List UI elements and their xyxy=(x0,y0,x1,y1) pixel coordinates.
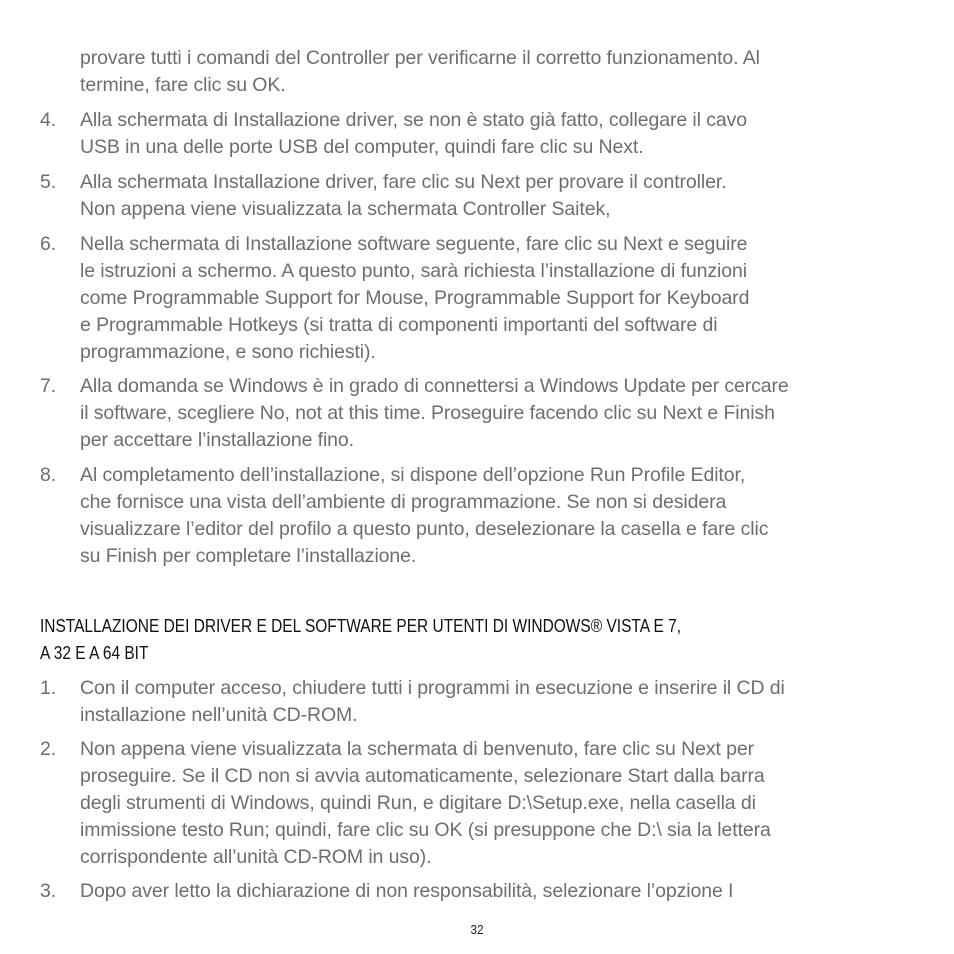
text-line: USB in una delle porte USB del computer, quindi fare clic su Next. xyxy=(80,136,644,158)
text-line: Al completamento dell’installazione, si dispone dell’opzione Run Profile Editor, xyxy=(80,464,746,486)
list-number: 6. xyxy=(40,233,57,255)
list-number: 1. xyxy=(40,677,57,699)
text-line: le istruzioni a schermo. A questo punto, sarà richiesta l’installazione di funzioni xyxy=(80,260,747,282)
list-item-text xyxy=(80,462,920,570)
page-number: 32 xyxy=(470,922,484,937)
heading-line: A 32 E A 64 BIT xyxy=(40,643,149,663)
text-line: provare tutti i comandi del Controller per verificarne il corretto funzionamento. Al xyxy=(80,47,760,69)
text-line: Nella schermata di Installazione software seguente, fare clic su Next e seguire xyxy=(80,233,748,255)
text-line: Alla domanda se Windows è in grado di connettersi a Windows Update per cercare xyxy=(80,375,789,397)
list-number: 3. xyxy=(40,880,57,902)
list-item-text xyxy=(80,231,920,366)
text-line: che fornisce una vista dell’ambiente di programmazione. Se non si desidera xyxy=(80,491,727,513)
list-item-text xyxy=(80,169,920,223)
list-item-text xyxy=(80,736,920,871)
list-item-text xyxy=(80,107,920,161)
text-line: proseguire. Se il CD non si avvia automaticamente, selezionare Start dalla barra xyxy=(80,765,765,787)
text-line: Con il computer acceso, chiudere tutti i programmi in esecuzione e inserire il CD di xyxy=(80,677,785,699)
text-line: il software, scegliere No, not at this time. Proseguire facendo clic su Next e Finish xyxy=(80,402,775,424)
text-line: degli strumenti di Windows, quindi Run, e digitare D:\Setup.exe, nella casella di xyxy=(80,792,756,814)
text-line: su Finish per completare l’installazione. xyxy=(80,545,417,567)
list-number: 7. xyxy=(40,375,57,397)
text-line: come Programmable Support for Mouse, Programmable Support for Keyboard xyxy=(80,287,750,309)
list-item-text xyxy=(80,878,920,905)
text-line: Non appena viene visualizzata la schermata di benvenuto, fare clic su Next per xyxy=(80,738,754,760)
list-number: 8. xyxy=(40,464,57,486)
continuation-paragraph xyxy=(80,45,920,99)
text-line: corrispondente all’unità CD-ROM in uso). xyxy=(80,846,432,868)
text-line: Alla schermata Installazione driver, fare clic su Next per provare il controller. xyxy=(80,171,727,193)
text-line: installazione nell’unità CD-ROM. xyxy=(80,704,358,726)
heading-line: INSTALLAZIONE DEI DRIVER E DEL SOFTWARE PER UTENTI DI WINDOWS® VISTA E 7, xyxy=(40,616,682,636)
text-line: visualizzare l’editor del profilo a questo punto, deselezionare la casella e fare clic xyxy=(80,518,769,540)
text-line: programmazione, e sono richiesti). xyxy=(80,341,376,363)
list-item-text xyxy=(80,373,920,454)
text-line: Non appena viene visualizzata la schermata Controller Saitek, xyxy=(80,198,611,220)
text-line: Dopo aver letto la dichiarazione di non responsabilità, selezionare l’opzione I xyxy=(80,880,734,902)
list-number: 5. xyxy=(40,171,57,193)
list-number: 2. xyxy=(40,738,57,760)
text-line: termine, fare clic su OK. xyxy=(80,74,286,96)
list-number: 4. xyxy=(40,109,57,131)
text-line: per accettare l’installazione fino. xyxy=(80,429,354,451)
text-line: e Programmable Hotkeys (si tratta di componenti importanti del software di xyxy=(80,314,718,336)
list-item-text xyxy=(80,675,920,729)
section-heading xyxy=(40,613,797,667)
text-line: immissione testo Run; quindi, fare clic su OK (si presuppone che D:\ sia la lettera xyxy=(80,819,771,841)
text-line: Alla schermata di Installazione driver, se non è stato già fatto, collegare il cavo xyxy=(80,109,747,131)
